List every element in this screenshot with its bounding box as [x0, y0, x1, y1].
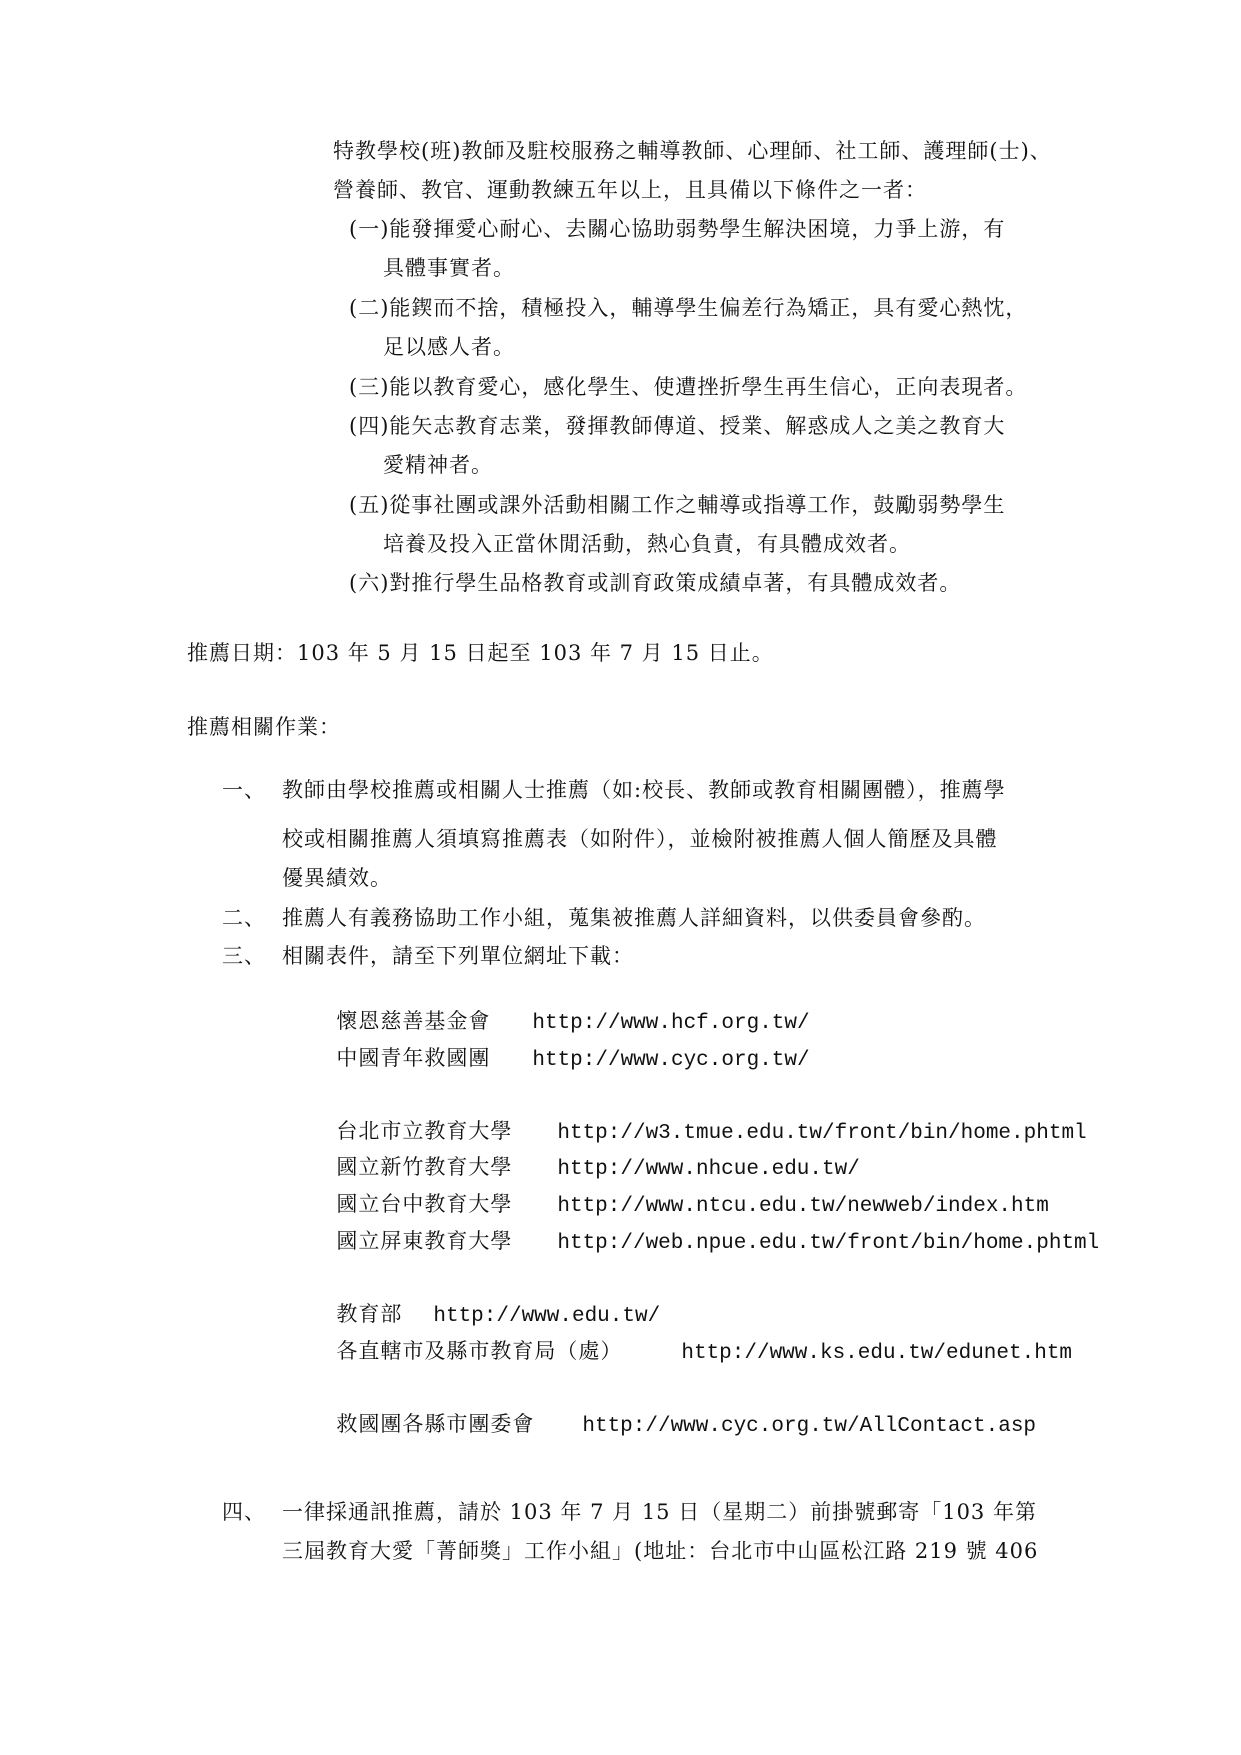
- condition-4-line-1: (四)能矢志教育志業，發揮教師傳道、授業、解惑成人之美之教育大: [349, 414, 1006, 438]
- link-url[interactable]: http://www.cyc.org.tw/: [532, 1049, 810, 1072]
- condition-2-line-1: (二)能鍥而不捨，積極投入，輔導學生偏差行為矯正，具有愛心熱忱，: [349, 296, 1028, 320]
- link-url[interactable]: http://www.ntcu.edu.tw/newweb/index.htm: [557, 1195, 1049, 1218]
- link-org: 各直轄市及縣市教育局（處）: [336, 1339, 623, 1363]
- link-org: 國立屏東教育大學: [336, 1229, 513, 1253]
- qualification-line-2: 營養師、教官、運動教練五年以上，且具備以下條件之一者：: [333, 178, 927, 202]
- item-one-line-1: 教師由學校推薦或相關人士推薦（如:校長、教師或教育相關團體），推薦學: [282, 778, 1006, 802]
- item-four-line-1: 一律採通訊推薦，請於 103 年 7 月 15 日（星期二）前掛號郵寄「103 年第: [282, 1500, 1037, 1524]
- link-row: [321, 1306, 1072, 1369]
- condition-3-line-1: (三)能以教育愛心，感化學生、使遭挫折學生再生信心，正向表現者。: [349, 375, 1028, 399]
- condition-1-line-2: 具體事實者。: [383, 256, 515, 280]
- link-url[interactable]: http://web.npue.edu.tw/front/bin/home.phtml: [557, 1232, 1100, 1255]
- link-org: 救國團各縣市團委會: [336, 1412, 535, 1436]
- item-three-marker: 三、: [222, 944, 266, 968]
- link-org: 台北市立教育大學: [336, 1119, 513, 1143]
- condition-4-line-2: 愛精神者。: [383, 453, 493, 477]
- item-two-line-1: 推薦人有義務協助工作小組，蒐集被推薦人詳細資料，以供委員會參酌。: [282, 906, 986, 930]
- link-org: 教育部: [336, 1302, 403, 1326]
- item-three-line-1: 相關表件，請至下列單位網址下載：: [282, 944, 634, 968]
- link-org: 懷恩慈善基金會: [336, 1009, 491, 1033]
- item-two-marker: 二、: [222, 906, 266, 930]
- condition-2-line-2: 足以感人者。: [383, 335, 515, 359]
- condition-6-line-1: (六)對推行學生品格教育或訓育政策成績卓著，有具體成效者。: [349, 571, 962, 595]
- link-url[interactable]: http://www.cyc.org.tw/AllContact.asp: [582, 1415, 1037, 1438]
- item-one-marker: 一、: [222, 778, 266, 802]
- condition-1-line-1: (一)能發揮愛心耐心、去關心協助弱勢學生解決困境，力爭上游，有: [349, 217, 1006, 241]
- condition-5-line-1: (五)從事社團或課外活動相關工作之輔導或指導工作，鼓勵弱勢學生: [349, 493, 1006, 517]
- link-row: [321, 1013, 810, 1076]
- link-org: 中國青年救國團: [336, 1046, 491, 1070]
- link-url[interactable]: http://www.ks.edu.tw/edunet.htm: [681, 1342, 1073, 1365]
- link-url[interactable]: http://www.nhcue.edu.tw/: [557, 1158, 860, 1181]
- link-url[interactable]: http://www.hcf.org.tw/: [532, 1012, 810, 1035]
- link-org: 國立新竹教育大學: [336, 1155, 513, 1179]
- recommend-date: 推薦日期：103 年 5 月 15 日起至 103 年 7 月 15 日止。: [187, 641, 774, 665]
- item-four-marker: 四、: [222, 1500, 266, 1524]
- operations-heading: 推薦相關作業：: [187, 715, 341, 739]
- qualification-line-1: 特教學校(班)教師及駐校服務之輔導教師、心理師、社工師、護理師(士)、: [333, 139, 1052, 163]
- item-one-line-3: 優異績效。: [282, 866, 392, 890]
- condition-5-line-2: 培養及投入正當休閒活動，熱心負責，有具體成效者。: [383, 532, 911, 556]
- link-url[interactable]: http://w3.tmue.edu.tw/front/bin/home.phtml: [557, 1122, 1087, 1145]
- link-row: [321, 1196, 1099, 1259]
- item-four-line-2: 三屆教育大愛「菁師獎」工作小組」(地址：台北市中山區松江路 219 號 406: [282, 1539, 1039, 1563]
- link-url[interactable]: http://www.edu.tw/: [433, 1305, 661, 1328]
- link-row: [321, 1379, 1036, 1442]
- link-org: 國立台中教育大學: [336, 1192, 513, 1216]
- item-one-line-2: 校或相關推薦人須填寫推薦表（如附件），並檢附被推薦人個人簡歷及具體: [282, 827, 998, 851]
